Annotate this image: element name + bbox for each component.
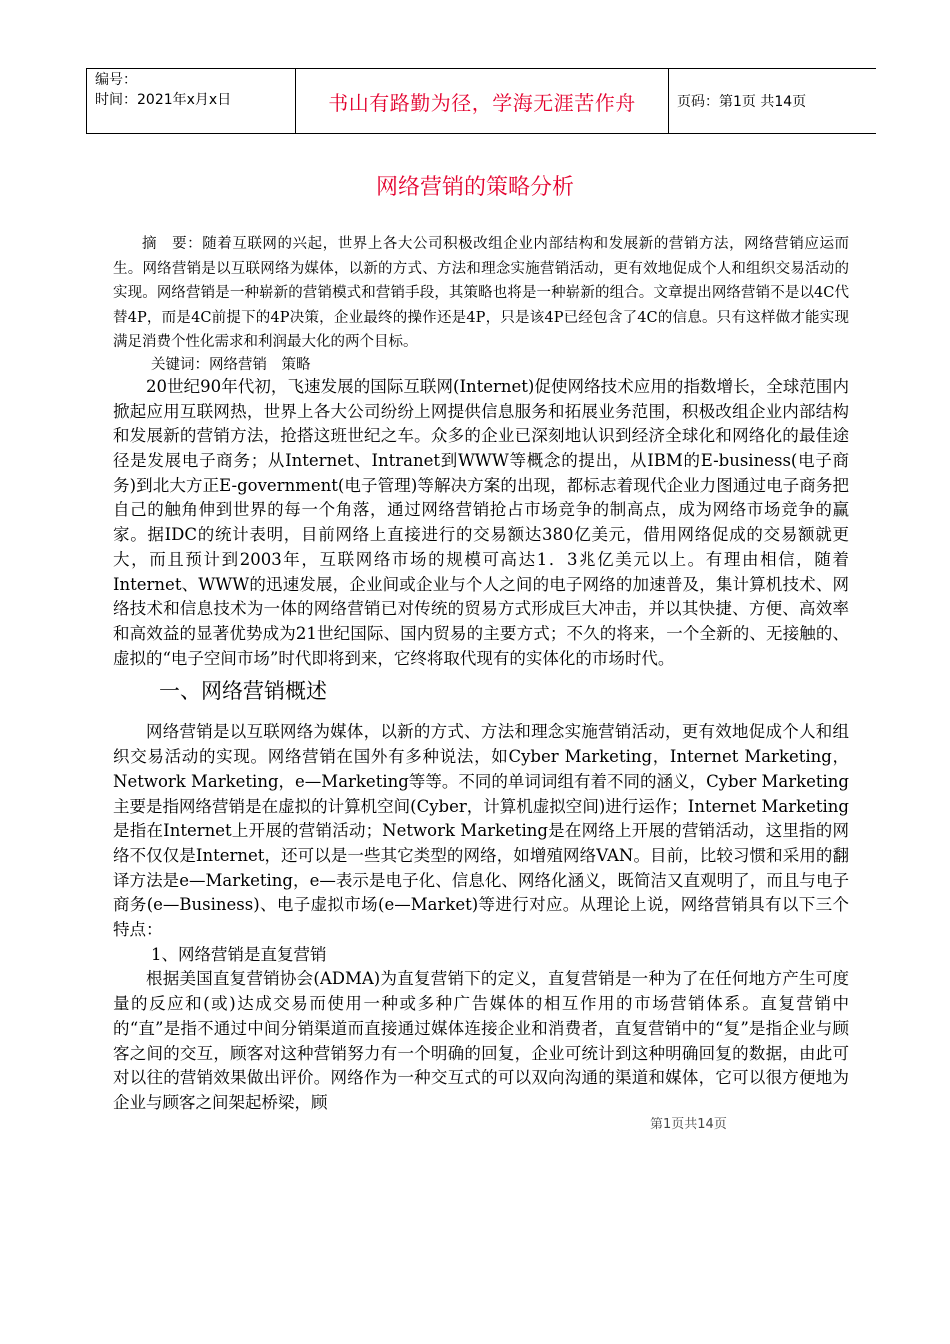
intro-paragraph: 20世纪90年代初，飞速发展的国际互联网(Internet)促使网络技术应用的指数增长，全球范围内掀起应用互联网热，世界上各大公司纷纷上网提供信息服务和拓展业务范围，积极改组企业内部结构和发展新的营销方法，抢搭这班世纪之车。众多的企业已深刻地认识到经济全球化和网络化的最佳途径是发展电子商务；从Internet、Intranet到WWW等概念的提出，从IBM的E-business(电子商务)到北大方正E-government(电子管理)等解决方案的出现，都标志着现代企业力图通过电子商务把自己的触角伸到世界的每一个角落，通过网络营销抢占市场竞争的制高点，成为网络市场竞争的赢家。据IDC的统计表明，目前网络上直接进行的交易额达380亿美元，借用网络促成的交易额就更大，而且预计到2003年，互联网络市场的规模可高达1．3兆亿美元以上。有理由相信，随着Internet、WWW的迅速发展，企业间或企业与个人之间的电子网络的加速普及，集计算机技术、网络技术和信息技术为一体的网络营销已对传统的贸易方式形成巨大冲击，并以其快捷、方便、高效率和高效益的显著优势成为21世纪国际、国内贸易的主要方式；不久的将来，一个全新的、无接触的、虚拟的“电子空间市场”时代即将到来，它终将取代现有的实体化的市场时代。 — [113, 376, 849, 668]
document-title: 网络营销的策略分析 — [375, 175, 574, 200]
subsection-paragraph: 根据美国直复营销协会(ADMA)为直复营销下的定义，直复营销是一种为了在任何地方产生可度量的反应和(或)达成交易而使用一种或多种广告媒体的相互作用的市场营销体系。直复营销中的“直”是指不通过中间分销渠道而直接通过媒体连接企业和消费者，直复营销中的“复”是指企业与顾客之间的交互，顾客对这种营销努力有一个明确的回复，企业可统计到这种明确回复的数据，由此可对以往的营销效果做出评价。网络作为一种交互式的可以双向沟通的渠道和媒体，它可以很方便地为企业与顾客之间架起桥梁，顾 — [113, 969, 849, 1112]
header-motto: 书山有路勤为径，学海无涯苦作舟 — [296, 69, 669, 134]
footer-page-number: 第1页共14页 — [650, 1117, 727, 1132]
document-header — [86, 68, 876, 134]
keywords-line: 关键词：网络营销 策略 — [151, 356, 311, 373]
header-page-info: 页码：第1页 共14页 — [669, 69, 877, 134]
subsection-heading: 1、网络营销是直复营销 — [151, 944, 327, 964]
section-heading: 一、网络营销概述 — [159, 679, 327, 704]
time-label: 时间：2021年x月x日 — [95, 92, 232, 108]
abstract-paragraph: 摘 要：随着互联网的兴起，世界上各大公司积极改组企业内部结构和发展新的营销方法，网络营销应运而生。网络营销是以互联网络为媒体，以新的方式、方法和理念实施营销活动，更有效地促成个人和组织交易活动的实现。网络营销是一种崭新的营销模式和营销手段，其策略也将是一种崭新的组合。文章提出网络营销不是以4C代替4P，而是4C前提下的4P决策，企业最终的操作还是4P，只是该4P已经包含了4C的信息。只有这样做才能实现满足消费个性化需求和利润最大化的两个目标。 — [113, 236, 850, 351]
number-label: 编号： — [95, 72, 137, 88]
document-body — [113, 232, 849, 1116]
header-meta-cell — [87, 69, 296, 134]
section-paragraph: 网络营销是以互联网络为媒体，以新的方式、方法和理念实施营销活动，更有效地促成个人和组织交易活动的实现。网络营销在国外有多种说法，如Cyber Marketing，Internet Marketing，Network Marketing，e—Marketing等等。不同的单词词组有着不同的涵义，Cyber Marketing主要是指网络营销是在虚拟的计算机空间(Cyber，计算机虚拟空间)进行运作；Internet Marketing是指在Internet上开展的营销活动；Network Marketing是在网络上开展的营销活动，这里指的网络不仅仅是Internet，还可以是一些其它类型的网络，如增殖网络VAN。目前，比较习惯和采用的翻译方法是e—Marketing，e—表示是电子化、信息化、网络化涵义，既简洁又直观明了，而且与电子商务(e—Business)、电子虚拟市场(e—Market)等进行对应。从理论上说，网络营销具有以下三个特点： — [113, 722, 849, 940]
